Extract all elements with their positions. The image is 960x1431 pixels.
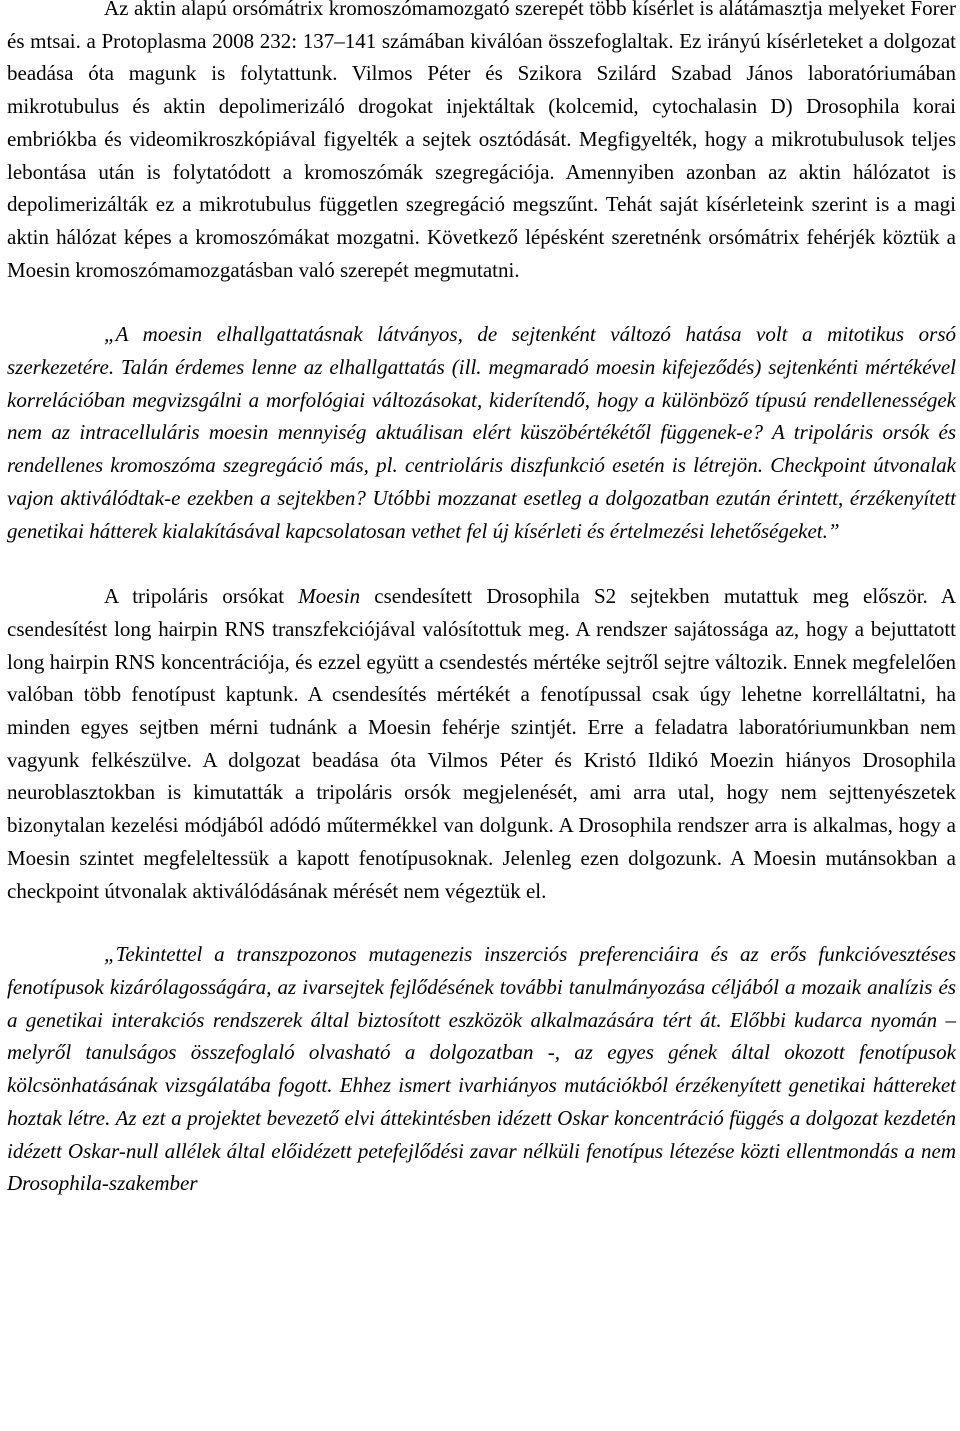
reviewer-quote-transposon: „Tekintettel a transzpozonos mutagenezis inszerciós preferenciáira és az erős funkcióvesztéses fenotípusok kizárólagosságára, az ivarsejtek fejlődésének további tanulmányozása céljából a mozaik analízis és a genetikai interakciós rendszerek által biztosított eszközök alkalmazására tért át. Előbbi kudarca nyomán – melyről tanulságos összefoglaló olvasható a dolgozatban -, az egyes gének által okozott fenotípusok kölcsönhatásának vizsgálatába fogott. Ehhez ismert ivarhiányos mutációkból érzékenyített genetikai háttereket hoztak létre. Az ezt a projektet bevezető elvi áttekintésben idézett Oskar koncentráció függés a dolgozat kezdetén idézett Oskar-null allélek által előidézett petefejlődési zavar nélküli fenotípus létezése közti ellentmondás a nem Drosophila-szakember	[7, 942, 956, 1196]
paragraph-text-start: A tripoláris orsókat	[104, 584, 299, 609]
paragraph-actin-matrix: Az aktin alapú orsómátrix kromoszómamozgató szerepét több kísérlet is alátámasztja melyeket Forer és mtsai. a Protoplasma 2008 232: 137–141 számában kiválóan összefoglaltak. Ez irányú kísérleteket a dolgozat beadása óta magunk is folytattunk. Vilmos Péter és Szikora Szilárd Szabad János laboratóriumában mikrotubulus és aktin depolimerizáló drogokat injektáltak (kolcemid, cytochalasin D) Drosophila korai embriókba és videomikroszkópiával figyelték a sejtek osztódását. Megfigyelték, hogy a mikrotubulusok teljes lebontása után is folytatódott a kromoszómák szegregációja. Amennyiben azonban az aktin hálózatot is depolimerizálták ez a mikrotubulus független szegregáció megszűnt. Tehát saját kísérleteink szerint is a magi aktin hálózat képes a kromoszómákat mozgatni. Következő lépésként szeretnénk orsómátrix fehérjék köztük a Moesin kromoszómamozgatásban való szerepét megmutatni.	[7, 0, 956, 282]
paragraph-text-rest: csendesített Drosophila S2 sejtekben mutattuk meg először. A csendesítést long hairpin RNS transzfekciójával valósítottuk meg. A rendszer sajátossága az, hogy a bejuttatott long hairpin RNS koncentrációja, és ezzel együtt a csendestés mértéke sejtről sejtre változik. Ennek megfelelően valóban több fenotípust kaptunk. A csendesítés mértékét a fenotípussal csak úgy lehetne korrelláltatni, ha minden egyes sejtben mérni tudnánk a Moesin fehérje szintjét. Erre a feladatra laboratóriumunkban nem vagyunk felkészülve. A dolgozat beadása óta Vilmos Péter és Kristó Ildikó Moezin hiányos Drosophila neuroblasztokban is kimutatták a tripoláris orsók megjelenését, ami arra utal, hogy nem sejttenyészetek bizonytalan kezelési módjából adódó műtermékkel van dolgunk. A Drosophila rendszer arra is alkalmas, hogy a Moesin szintet megfeleltessük a kapott fenotípusoknak. Jelenleg ezen dolgozunk. A Moesin mutánsokban a checkpoint útvonalak aktiválódásának mérését nem végeztük el.	[7, 584, 956, 903]
document-page	[7, 0, 956, 1200]
paragraph-tripolar-spindles	[7, 580, 956, 907]
gene-name-moesin: Moesin	[298, 584, 361, 609]
reviewer-quote-moesin: „A moesin elhallgattatásnak látványos, de sejtenként változó hatása volt a mitotikus orsó szerkezetére. Talán érdemes lenne az elhallgattatás (ill. megmaradó moesin kifejeződés) sejtenkénti mértékével korrelációban megvizsgálni a morfológiai változásokat, kiderítendő, hogy a különböző típusú rendellenességek nem az intracelluláris moesin mennyiség aktuálisan elért küszöbértékétől függenek-e? A tripoláris orsók és rendellenes kromoszóma szegregáció más, pl. centrioláris diszfunkció esetén is létrejön. Checkpoint útvonalak vajon aktiválódtak-e ezekben a sejtekben? Utóbbi mozzanat esetleg a dolgozatban ezután érintett, érzékenyített genetikai hátterek kialakításával kapcsolatosan vethet fel új kísérleti és értelmezési lehetőségeket.”	[7, 322, 956, 543]
